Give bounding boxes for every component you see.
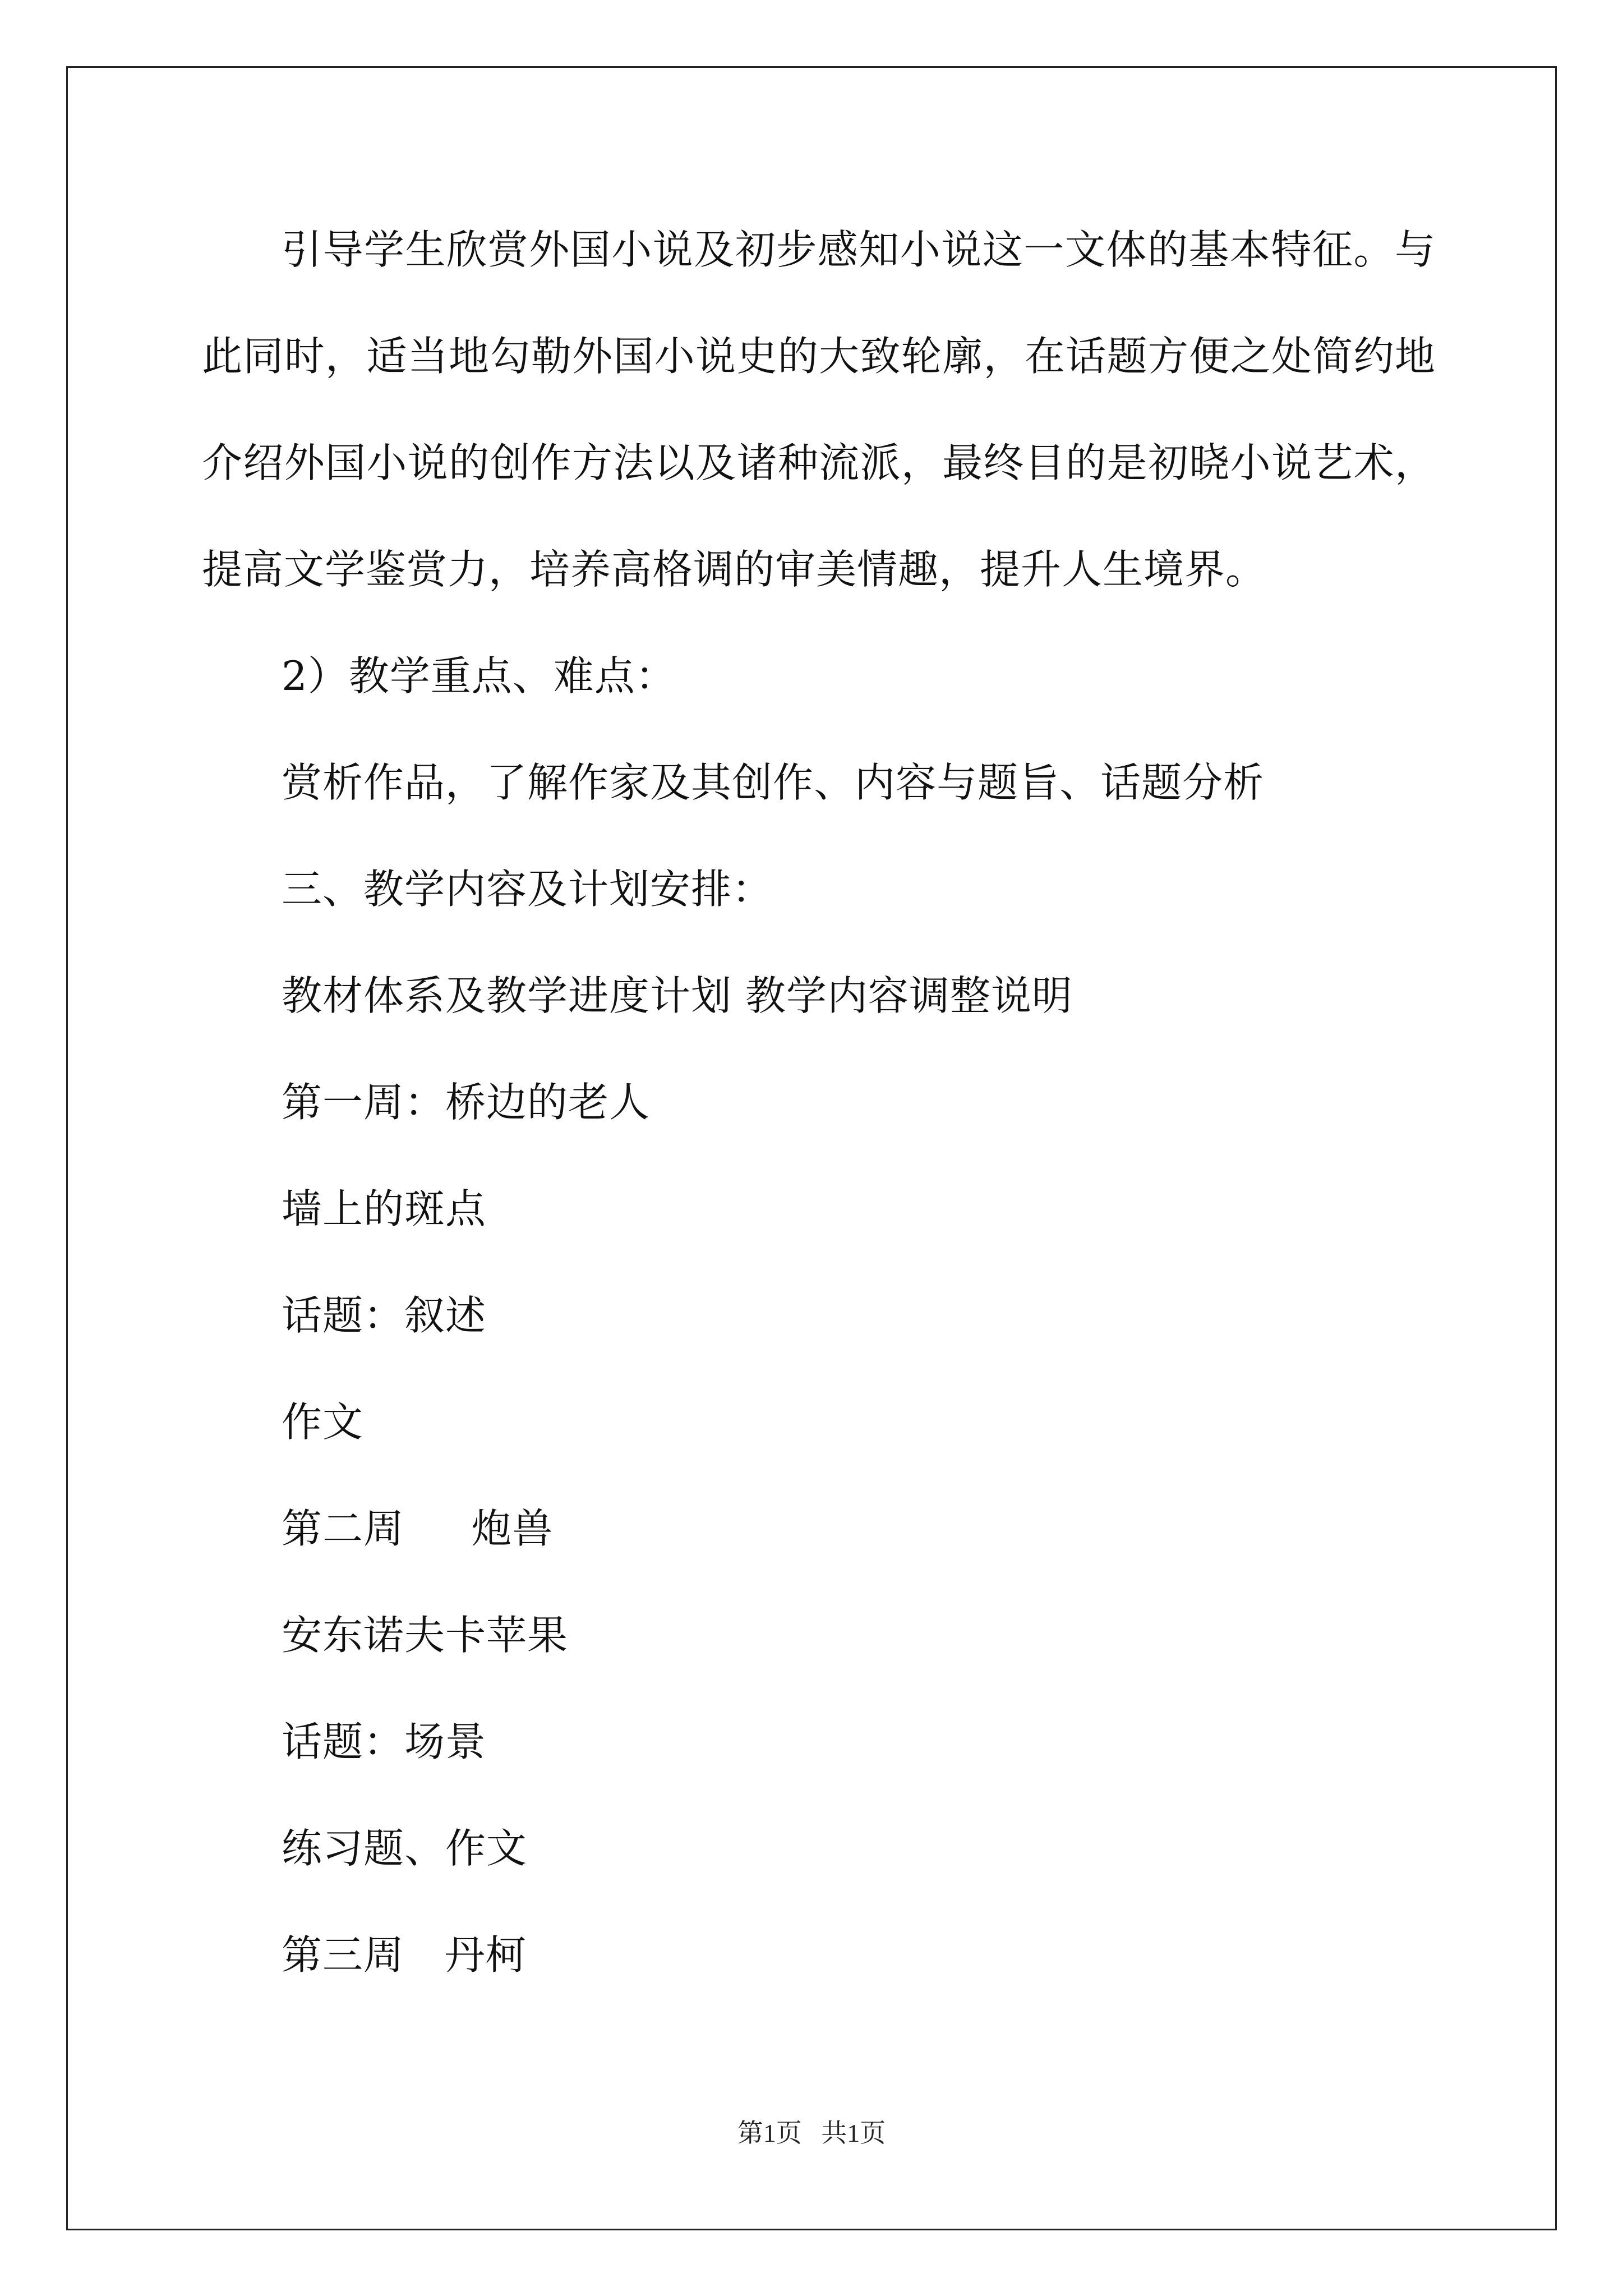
text-line: 2）教学重点、难点： — [282, 652, 676, 700]
section-heading: 三、教学内容及计划安排： — [282, 866, 773, 913]
page-border — [66, 66, 1557, 2230]
text-line: 练习题、作文 — [282, 1825, 528, 1872]
week-line: 第二周 炮兽 — [282, 1505, 554, 1552]
paragraph-line: 引导学生欣赏外国小说及初步感知小说这一文体的基本特征。与 — [282, 226, 1436, 273]
text-line: 话题：叙述 — [282, 1292, 487, 1339]
text-line: 赏析作品，了解作家及其创作、内容与题旨、话题分析 — [282, 759, 1265, 806]
page-footer: 第1页 共1页 — [737, 2119, 886, 2147]
text-line: 墙上的斑点 — [282, 1185, 487, 1232]
paragraph-line: 介绍外国小说的创作方法以及诸种流派，最终目的是初晓小说艺术， — [202, 439, 1436, 486]
text-line: 安东诺夫卡苹果 — [282, 1612, 569, 1659]
text-line: 作文 — [282, 1398, 364, 1446]
week-line: 第三周 丹柯 — [282, 1931, 527, 1978]
paragraph-line: 提高文学鉴赏力，培养高格调的审美情趣，提升人生境界。 — [202, 546, 1267, 593]
text-line: 教材体系及教学进度计划 教学内容调整说明 — [282, 972, 1073, 1019]
text-line: 话题：场景 — [282, 1718, 487, 1765]
paragraph-line: 此同时，适当地勾勒外国小说史的大致轮廓，在话题方便之处简约地 — [202, 333, 1436, 380]
week-line: 第一周：桥边的老人 — [282, 1079, 651, 1126]
